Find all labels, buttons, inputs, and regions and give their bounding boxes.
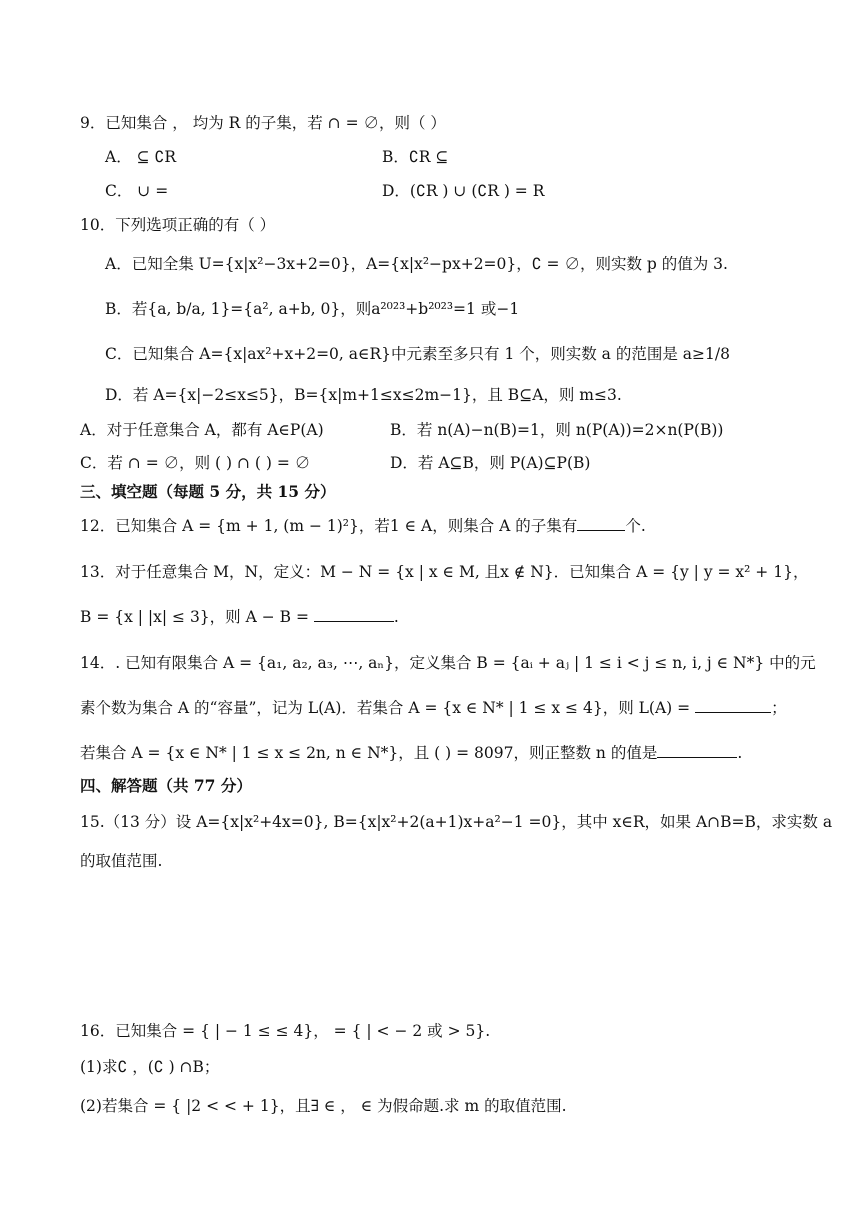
q9-option-a: A． ⊆ ∁R [105,148,177,166]
q9-option-b: B．∁R ⊆ [382,148,449,166]
q11-option-c: C．若 ∩ = ∅，则 ( ) ∩ ( ) = ∅ [80,454,311,472]
q16-line1: 16．已知集合 = { | − 1 ≤ ≤ 4}， = { | < − 2 或 > 5}. [80,1022,491,1040]
q14-answer-blank-2[interactable] [657,743,737,758]
q13-line2 [80,606,399,628]
q14-line3 [80,742,742,764]
q15-line2: 的取值范围. [80,852,163,870]
q15-line1: 15.（13 分）设 A={x|x²+4x=0}, B={x|x²+2(a+1)x+a²−1 =0}，其中 x∈R，如果 A∩B=B，求实数 a [80,813,833,831]
q14-line1: 14．. 已知有限集合 A = {a₁, a₂, a₃, ⋯, aₙ}，定义集合 B = {aᵢ + aⱼ | 1 ≤ i < j ≤ n, i, j ∈ N*} 中的元 [80,654,816,672]
q10-option-b: B．若{a, b/a, 1}={a², a+b, 0}，则a²⁰²³+b²⁰²³=1 或−1 [105,300,520,318]
q11-option-b: B．若 n(A)−n(B)=1，则 n(P(A))=2×n(P(B)) [390,421,724,439]
q14-line3-tail: . [737,744,743,762]
q12-text [80,515,646,537]
q10-stem: 10．下列选项正确的有（ ） [80,216,276,234]
q10-option-a: A．已知全集 U={x|x²−3x+2=0}，A={x|x²−px+2=0}，∁ = ∅，则实数 p 的值为 3. [105,255,728,273]
q10-option-c: C．已知集合 A={x|ax²+x+2=0, a∈R}中元素至多只有 1 个，则实数 a 的范围是 a≥1/8 [105,345,730,363]
q13-answer-blank[interactable] [314,607,394,622]
q11-option-a: A．对于任意集合 A，都有 A∈P(A) [80,421,324,439]
section-fill-in-heading: 三、填空题（每题 5 分，共 15 分） [80,482,336,501]
q13-stem: B = {x | |x| ≤ 3}，则 A − B = [80,608,309,626]
q11-option-d: D．若 A⊆B，则 P(A)⊆P(B) [390,454,591,472]
q14-line2-stem: 素个数为集合 A 的“容量”，记为 L(A)．若集合 A = {x ∈ N* | 1 ≤ x ≤ 4}，则 L(A) = [80,699,691,717]
q16-line3: (2)若集合 = { |2 < < + 1}，且∃ ∈ ， ∈ 为假命题.求 m 的取值范围. [80,1097,567,1115]
q9-stem: 9．已知集合 ， 均为 R 的子集，若 ∩ = ∅，则（ ） [80,114,446,132]
q14-line2-tail: ； [771,699,787,717]
q12-stem: 12．已知集合 A = {m + 1, (m − 1)²}，若1 ∈ A，则集合 A 的子集有 [80,517,578,535]
q16-line2: (1)求∁ ，(∁ ) ∩B； [80,1058,220,1076]
q10-option-d: D．若 A={x|−2≤x≤5}，B={x|m+1≤x≤2m−1}，且 B⊆A，则 m≤3. [105,386,622,404]
q14-line3-stem: 若集合 A = {x ∈ N* | 1 ≤ x ≤ 2n, n ∈ N*}，且 ( ) = 8097，则正整数 n 的值是 [80,744,658,762]
q13-tail: . [393,608,399,626]
q13-line1: 13．对于任意集合 M，N，定义：M − N = {x | x ∈ M, 且x ∉ N}．已知集合 A = {y | y = x² + 1}， [80,563,809,581]
q14-line2 [80,697,787,719]
section-answer-heading: 四、解答题（共 77 分） [80,776,252,795]
q12-answer-blank[interactable] [577,516,625,531]
q9-option-c: C． ∪ = [105,182,169,200]
q14-answer-blank-1[interactable] [695,698,771,713]
q12-tail: 个. [625,517,646,535]
q9-option-d: D．(∁R ) ∪ (∁R ) = R [382,182,545,200]
